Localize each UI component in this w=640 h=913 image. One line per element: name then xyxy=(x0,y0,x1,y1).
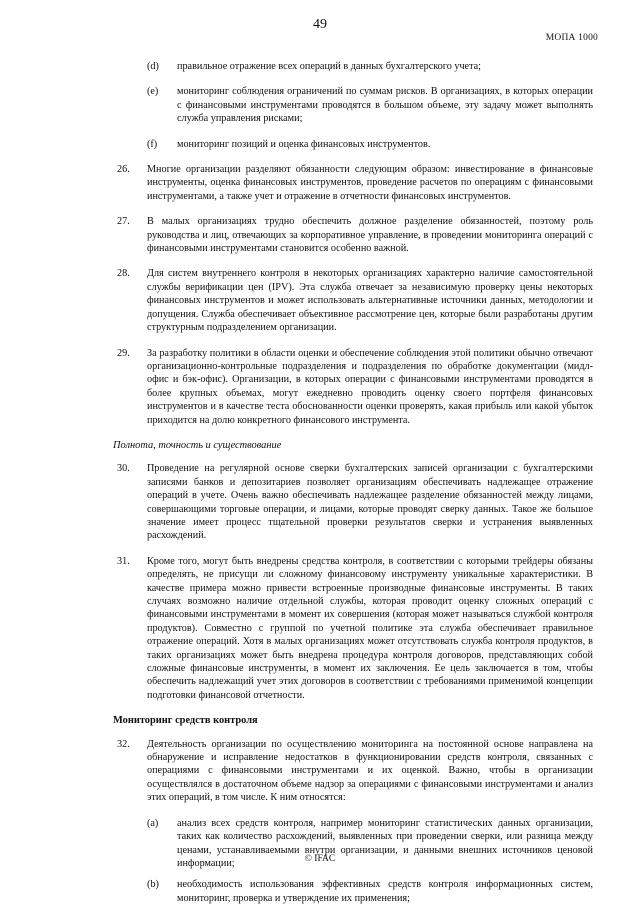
paragraph-26 xyxy=(117,163,593,203)
paragraph-number: 26. xyxy=(117,164,130,176)
paragraph-number: 27. xyxy=(117,216,130,228)
paragraph-text: Для систем внутреннего контроля в некоторых организациях характерно наличие самостоятельной службы верификации цен (IPV). Эта служба отвечает за независимую проверку цены некоторых финансовых инструментов и может использовать альтернативные источники данных, методологии и допущения. Служба обеспечивает объективное рассмотрение цен, которые были разработаны другим структурным подразделением организации. xyxy=(147,268,593,334)
item-text: правильное отражение всех операций в данных бухгалтерского учета; xyxy=(177,61,482,72)
item-label: (f) xyxy=(147,138,158,150)
paragraph-number: 28. xyxy=(117,268,130,280)
paragraph-number: 30. xyxy=(117,463,130,475)
paragraph-31 xyxy=(117,555,593,702)
document-reference: МОПА 1000 xyxy=(545,33,598,43)
list-item-d xyxy=(117,60,593,73)
item-text: анализ всех средств контроля, например мониторинг статистических данных организации, таких как количество расхождений, выявленных при проведении сверки, или разница между ценами, устанавливаемыми внутри организации, и данными внешних источников ценовой информации; xyxy=(177,817,593,869)
item-label: (a) xyxy=(147,817,159,829)
item-label: (b) xyxy=(147,879,159,891)
item-label: (e) xyxy=(147,86,159,98)
list-item-f xyxy=(117,138,593,151)
paragraph-number: 31. xyxy=(117,555,130,567)
paragraph-30 xyxy=(117,462,593,542)
paragraph-text: Кроме того, могут быть внедрены средства контроля, в соответствии с которыми трейдеры обязаны определять, не присущи ли сложному финансовому инструменту уникальные характеристики. В качестве примера можно привести встроенные производные финансовые инструменты. В таких случаях возможно наличие отдельной службы, которая проводит оценку сложных операций с финансовыми инструментами в момент их совершения (которая может называться службой контроля продуктов). Совместно с группой по учетной политике эта служба обеспечивает правильное отражение операций. Хотя в малых организациях может отсутствовать служба контроля продуктов, в таких организациях может быть внедрена процедура контроля договоров, представляющих собой сложные финансовые инструменты, в момент их заключения. Ее цель заключается в том, чтобы обеспечить надлежащий учет этих договоров в соответствии с требованиями применимой концепции подготовки финансовой отчетности. xyxy=(147,555,593,701)
paragraph-text: В малых организациях трудно обеспечить должное разделение обязанностей, поэтому роль руководства и лиц, отвечающих за корпоративное управление, в проведении мониторинга операций с финансовыми инструментами становится особенно важной. xyxy=(147,216,593,255)
paragraph-text: Проведение на регулярной основе сверки бухгалтерских записей организации с бухгалтерскими записями банков и депозитариев позволяет организациям обеспечивать надлежащее отражение операций в учете. Очень важно обеспечивать надлежащее разделение обязанностей между лицами, совершающими торговые операции, и лицами, которые проводят сверку данных. Такое же большое значение имеет процесс тщательной проверки результатов сверки и устранения выявленных расхождений. xyxy=(147,463,593,542)
list-item-b xyxy=(117,878,593,905)
paragraph-number: 29. xyxy=(117,347,130,359)
item-text: мониторинг соблюдения ограничений по суммам рисков. В организациях, в которых операции с финансовыми инструментами проводятся в большом объеме, эту задачу может выполнять служба управления рисками; xyxy=(177,86,593,125)
item-text: мониторинг позиций и оценка финансовых инструментов. xyxy=(177,138,431,150)
paragraph-text: Многие организации разделяют обязанности следующим образом: инвестирование в финансовые инструменты, оценка финансовых инструментов, проведение расчетов по операциям с финансовыми инструментами, а также учет и отражение в отчетности финансовых инструментов. xyxy=(147,164,593,202)
copyright-footer: © IFAC xyxy=(304,854,336,864)
section-heading-monitoring: Мониторинг средств контроля xyxy=(113,715,258,727)
page-number: 49 xyxy=(313,17,327,32)
paragraph-text: За разработку политики в области оценки и обеспечение соблюдения этой политики обычно отвечают организационно-контрольные подразделения и подразделения по обработке документации (мидл-офис и бэк-офис). Организации, в которых операции с финансовыми инструментами проводятся в более крупных объемах, могут ежедневно проводить оценку своего портфеля финансовых инструментов и в качестве теста обоснованности оценки проверять, какая прибыль или какой убыток приходится на долю конкретного финансового инструмента. xyxy=(147,347,593,426)
item-label: (d) xyxy=(147,61,159,72)
paragraph-number: 32. xyxy=(117,738,130,750)
section-heading-completeness: Полнота, точность и существование xyxy=(113,439,282,451)
paragraph-32 xyxy=(117,738,593,805)
paragraph-27 xyxy=(117,215,593,255)
paragraph-29 xyxy=(117,347,593,427)
list-item-e xyxy=(117,85,593,125)
page-content xyxy=(113,60,593,913)
paragraph-28 xyxy=(117,267,593,334)
item-text: необходимость использования эффективных средств контроля информационных систем, мониторинг, проверка и утверждение их применения; xyxy=(177,879,593,904)
paragraph-text: Деятельность организации по осуществлению мониторинга на постоянной основе направлена на обнаружение и исправление недостатков в функционировании средств контроля, связанных с операциями с финансовыми инструментами и их оценкой. Важно, чтобы в организации осуществлялся в достаточном объеме надзор за операциями с финансовыми инструментами и анализ этих операций, в том числе. К ним относятся: xyxy=(147,738,593,804)
